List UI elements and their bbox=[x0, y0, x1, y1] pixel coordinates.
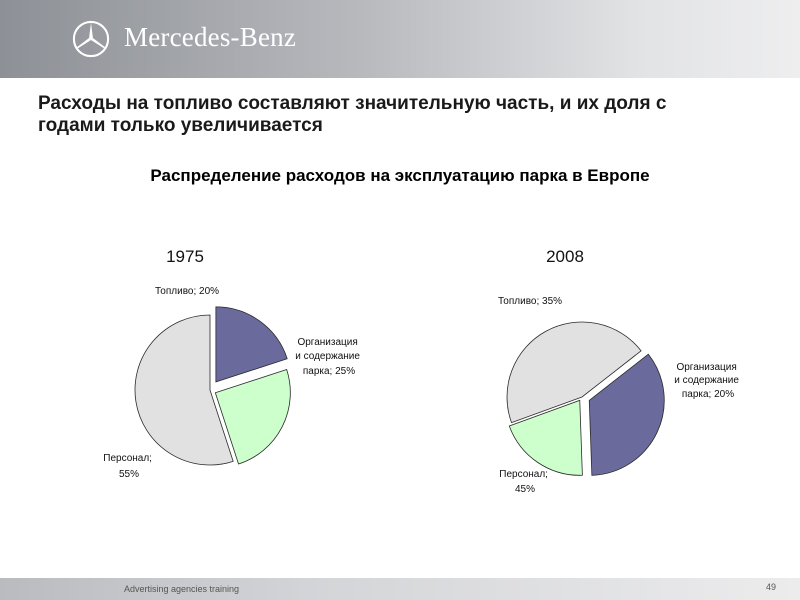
page-number: 49 bbox=[765, 582, 776, 592]
slice-label-staff: Персонал; 45% bbox=[499, 469, 548, 495]
pie-slice-fuel bbox=[216, 307, 287, 382]
brand-name: Mercedes-Benz bbox=[124, 22, 297, 52]
footer-text: Advertising agencies training bbox=[124, 584, 240, 594]
chart-title: Распределение расходов на эксплуатацию парка в Европе bbox=[150, 166, 650, 185]
slice-label-fuel: Топливо; 35% bbox=[497, 296, 563, 307]
pie-year-label: 1975 bbox=[166, 247, 204, 266]
slice-label-staff: Персонал; 55% bbox=[103, 453, 152, 480]
slice-label-maintenance: Организация и содержание парка; 20% bbox=[674, 362, 739, 400]
pie-chart-2008 bbox=[498, 247, 742, 495]
pie-year-label: 2008 bbox=[546, 247, 584, 266]
footer-bar bbox=[0, 578, 800, 600]
pie-chart-1975 bbox=[103, 247, 362, 480]
slide-headline: Расходы на топливо составляют значительную часть, и их доля с годами только увеличивается bbox=[38, 93, 667, 136]
slice-label-maintenance: Организация и содержание парка; 25% bbox=[295, 337, 360, 377]
slice-label-fuel: Топливо; 20% bbox=[154, 286, 220, 297]
